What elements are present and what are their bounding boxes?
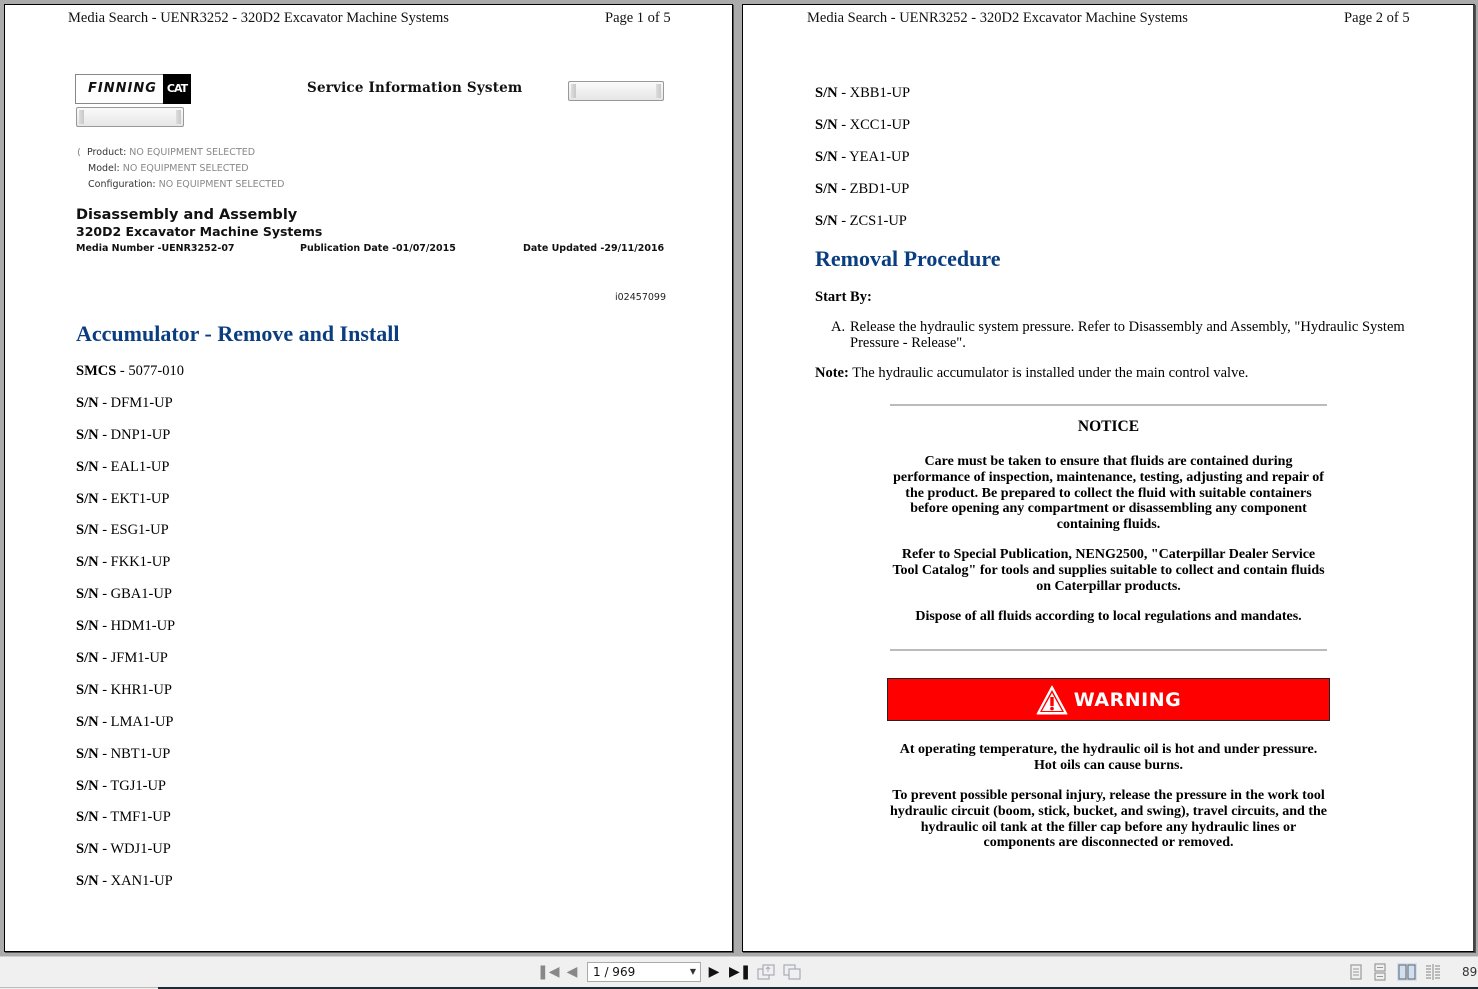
notice-paragraph: Dispose of all fluids according to local regulations and mandates. [915, 609, 1302, 624]
list-item: S/N - NBT1-UP [76, 745, 171, 762]
list-item: S/N - YEA1-UP [815, 148, 910, 165]
start-by-label: Start By: [815, 289, 872, 305]
warning-paragraph: At operating temperature, the hydraulic oil is hot and under pressure. Hot oils can cause burns. [899, 742, 1318, 773]
cat-logo: CAT [163, 74, 191, 104]
list-item: S/N - EAL1-UP [76, 458, 170, 475]
list-item: S/N - TMF1-UP [76, 809, 171, 826]
list-item: S/N - FKK1-UP [76, 554, 171, 571]
configuration-label: Configuration: [88, 179, 156, 190]
running-header-title: Media Search - UENR3252 - 320D2 Excavator Machine Systems [68, 10, 449, 26]
finning-cat-logo [75, 74, 191, 104]
document-id: i02457099 [615, 292, 666, 303]
page-2 [742, 4, 1475, 952]
next-page-icon[interactable]: ▶ [708, 964, 720, 980]
procedure-step [831, 319, 1411, 351]
serial-number-list-continued [815, 85, 910, 244]
publication-date: Publication Date -01/07/2015 [300, 243, 456, 254]
warning-paragraph: To prevent possible personal injury, release the pressure in the work tool hydraulic circuit (boom, stick, bucket, and swing), travel circuits, and the hydraulic oil tank at the filler cap before any hydraulic lines or components are disconnected or removed. [890, 788, 1327, 851]
next-view-icon[interactable] [782, 963, 802, 981]
removal-procedure-heading: Removal Procedure [815, 246, 1001, 271]
media-number: Media Number -UENR3252-07 [76, 243, 235, 254]
running-header-page-number: Page 2 of 5 [1344, 10, 1410, 26]
configuration-value: NO EQUIPMENT SELECTED [158, 179, 285, 190]
list-item: S/N - TGJ1-UP [76, 777, 166, 794]
list-item: S/N - DFM1-UP [76, 394, 173, 411]
model-value: NO EQUIPMENT SELECTED [122, 163, 249, 174]
two-page-view-icon[interactable] [1397, 963, 1417, 981]
list-item: S/N - XAN1-UP [76, 873, 173, 890]
list-item: S/N - ZCS1-UP [815, 212, 907, 229]
running-header-page-number: Page 1 of 5 [605, 10, 671, 26]
list-item: S/N - WDJ1-UP [76, 841, 171, 858]
date-updated: Date Updated -29/11/2016 [523, 243, 665, 254]
chevron-down-icon[interactable]: ▼ [689, 967, 696, 976]
two-page-continuous-view-icon[interactable] [1423, 963, 1443, 981]
viewer-toolbar [0, 956, 1478, 989]
page-1 [4, 4, 733, 952]
list-item: S/N - ZBD1-UP [815, 180, 910, 197]
smcs-code: SMCS - 5077-010 [76, 363, 184, 379]
single-page-view-icon[interactable] [1346, 963, 1366, 981]
warning-banner [887, 678, 1330, 721]
notice-top-rule [890, 404, 1327, 406]
running-header-title: Media Search - UENR3252 - 320D2 Excavator Machine Systems [807, 10, 1188, 26]
model-label: Model: [88, 163, 120, 174]
list-item: S/N - DNP1-UP [76, 426, 171, 443]
list-item: S/N - XCC1-UP [815, 116, 911, 133]
serial-number-list [76, 363, 184, 905]
zoom-level[interactable]: 89 [1462, 965, 1478, 979]
product-value: NO EQUIPMENT SELECTED [129, 147, 256, 158]
list-item: S/N - HDM1-UP [76, 618, 176, 635]
document-title: Disassembly and Assembly [76, 207, 298, 223]
list-item: S/N - JFM1-UP [76, 650, 168, 667]
list-item: S/N - XBB1-UP [815, 85, 911, 101]
finning-logo-text: FINNING [88, 81, 157, 96]
page-indicator: 1 / 969 [593, 965, 636, 979]
step-text: Release the hydraulic system pressure. Refer to Disassembly and Assembly, "Hydraulic System Pressure - Release". [850, 319, 1405, 351]
list-item: S/N - KHR1-UP [76, 681, 172, 698]
product-label: Product: [87, 147, 127, 158]
list-item: S/N - EKT1-UP [76, 490, 170, 507]
list-item: S/N - ESG1-UP [76, 522, 169, 539]
meta-configuration [88, 179, 284, 190]
note: Note: The hydraulic accumulator is installed under the main control valve. [815, 365, 1249, 381]
section-heading: Accumulator - Remove and Install [76, 321, 400, 346]
document-subtitle: 320D2 Excavator Machine Systems [76, 224, 323, 239]
notice-paragraph: Refer to Special Publication, NENG2500, "Caterpillar Dealer Service Tool Catalog" for tools and supplies suitable to collect and contain fluids on Caterpillar products. [892, 547, 1325, 594]
last-page-icon[interactable]: ▶❚ [729, 964, 752, 980]
header-button-left[interactable] [76, 107, 184, 127]
previous-page-icon[interactable]: ◀ [566, 964, 578, 980]
sis-title: Service Information System [307, 80, 523, 96]
notice-bottom-rule [890, 649, 1327, 651]
continuous-view-icon[interactable] [1370, 963, 1390, 981]
previous-view-icon[interactable] [756, 963, 776, 981]
warning-label: WARNING [1073, 688, 1182, 711]
header-button-right[interactable] [568, 81, 664, 101]
meta-model [88, 163, 249, 174]
first-page-icon[interactable]: ❚◀ [537, 964, 560, 980]
list-item: S/N - GBA1-UP [76, 586, 172, 603]
back-arrow-icon[interactable]: ⟨ [77, 148, 81, 158]
list-item: S/N - LMA1-UP [76, 713, 174, 730]
notice-title: NOTICE [1077, 418, 1140, 435]
page-number-select[interactable] [587, 962, 701, 982]
step-label: A. [831, 319, 846, 335]
notice-paragraph: Care must be taken to ensure that fluids are contained during performance of inspection, maintenance, testing, adjusting and repair of the product. Be prepared to collect the fluid with suitable containers before opening any compartment or disassembling any component containing fluids. [893, 454, 1324, 533]
toolbar-divider [0, 987, 158, 988]
warning-triangle-icon [1036, 685, 1068, 715]
meta-product [77, 147, 255, 158]
